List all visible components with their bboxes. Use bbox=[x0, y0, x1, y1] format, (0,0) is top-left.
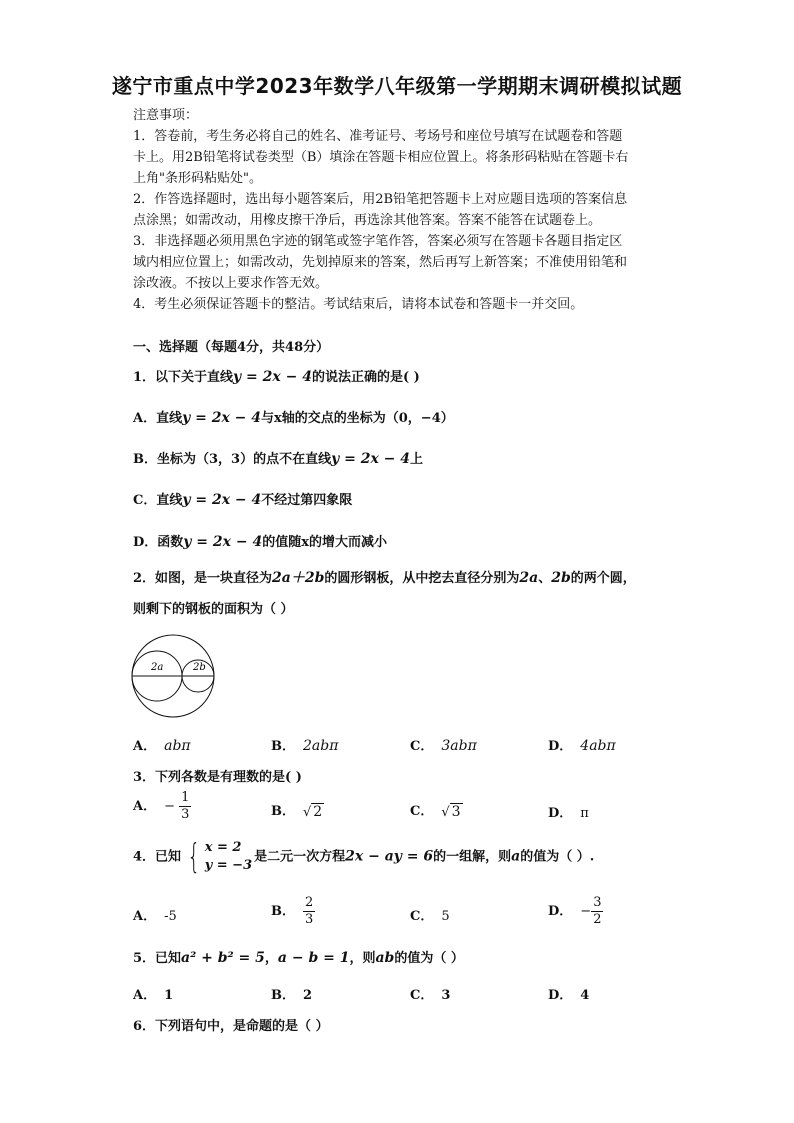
question-6-stem: 6．下列语句中，是命题的是（ ） bbox=[133, 1019, 329, 1034]
figure-label-a: 2a bbox=[151, 662, 164, 673]
fraction: $\frac{1}{3}$ bbox=[181, 790, 190, 822]
notice-line: 4．考生必须保证答题卡的整洁。考试结束后，请将本试卷和答题卡一并交回。 bbox=[133, 297, 584, 312]
question-5-option-b[interactable]: B． 2 bbox=[271, 988, 313, 1003]
question-4-stem: 4．已知 { x = 2 y = −3 是二元一次方程2x − ay = 6的一组解，则a的值为（ ）. bbox=[133, 837, 595, 877]
notice-line: 卡上。用2B铅笔将试卷类型（B）填涂在答题卡相应位置上。将条形码粘贴在答题卡右 bbox=[133, 150, 629, 165]
page-title: 遂宁市重点中学2023年数学八年级第一学期期末调研模拟试题 bbox=[111, 74, 683, 98]
figure-label-b: 2b bbox=[193, 662, 206, 673]
question-3-option-c[interactable]: C． √ 3 bbox=[410, 803, 461, 820]
question-3-stem: 3．下列各数是有理数的是( ) bbox=[133, 770, 302, 785]
question-5-option-c[interactable]: C． 3 bbox=[410, 988, 451, 1003]
question-4-option-d[interactable]: D． − $\frac{3}{2}$ bbox=[548, 895, 602, 927]
question-2-option-a[interactable]: A． abπ bbox=[133, 738, 191, 754]
notice-line: 3．非选择题必须用黑色字迹的钢笔或签字笔作答，答案必须写在答题卡各题目指定区 bbox=[133, 234, 623, 249]
question-2-option-d[interactable]: D． 4abπ bbox=[548, 738, 616, 754]
notice-line: 2．作答选择题时，选出每小题答案后，用2B铅笔把答题卡上对应题目选项的答案信息 bbox=[133, 192, 628, 207]
fraction: $\frac{3}{2}$ bbox=[593, 895, 602, 927]
fraction: $\frac{2}{3}$ bbox=[305, 895, 314, 927]
question-3-option-b[interactable]: B． √ 2 bbox=[271, 803, 323, 820]
sqrt-symbol: √ 3 bbox=[441, 803, 461, 820]
sqrt-symbol: √ 2 bbox=[303, 803, 323, 820]
question-2-stem-line2: 则剩下的钢板的面积为（ ） bbox=[133, 602, 294, 617]
question-5-stem: 5．已知a² + b² = 5，a − b = 1，则ab的值为（ ） bbox=[133, 950, 464, 966]
section-heading: 一、选择题（每题4分，共48分） bbox=[133, 340, 330, 355]
question-1-option-b[interactable]: B．坐标为（3，3）的点不在直线y = 2x − 4上 bbox=[133, 451, 424, 467]
question-5-option-d[interactable]: D． 4 bbox=[548, 988, 590, 1003]
question-5-option-a[interactable]: A． 1 bbox=[133, 988, 174, 1003]
notice-line: 1．答卷前，考生务必将自己的姓名、准考证号、考场号和座位号填写在试题卷和答题 bbox=[133, 129, 623, 144]
question-3-option-a[interactable]: A． − $\frac{1}{3}$ bbox=[133, 790, 190, 822]
notice-line: 域内相应位置上；如需改动，先划掉原来的答案，然后再写上新答案；不准使用铅笔和 bbox=[133, 255, 628, 270]
question-2-stem: 2．如图，是一块直径为2a＋2b的圆形钢板，从中挖去直径分别为2a、2b的两个圆， bbox=[133, 570, 636, 586]
notice-heading: 注意事项： bbox=[133, 108, 199, 123]
notice-line: 点涂黑；如需改动，用橡皮擦干净后，再选涂其他答案。答案不能答在试题卷上。 bbox=[133, 213, 602, 228]
notice-line: 上角"条形码粘贴处"。 bbox=[133, 171, 262, 186]
circle-figure bbox=[130, 632, 230, 722]
equation-system: { x = 2 y = −3 bbox=[187, 837, 253, 877]
notice-line: 涂改液。不按以上要求作答无效。 bbox=[133, 276, 329, 291]
question-1-option-a[interactable]: A．直线y = 2x − 4与x轴的交点的坐标为（0，−4） bbox=[133, 410, 454, 426]
question-4-option-a[interactable]: A． -5 bbox=[133, 909, 177, 924]
question-4-option-b[interactable]: B． $\frac{2}{3}$ bbox=[271, 895, 314, 927]
question-4-option-c[interactable]: C． 5 bbox=[410, 909, 450, 924]
question-3-option-d[interactable]: D． π bbox=[548, 806, 589, 821]
question-1-option-d[interactable]: D．函数y = 2x − 4的值随x的增大而减小 bbox=[133, 534, 387, 550]
question-1-stem: 1．以下关于直线y = 2x − 4的说法正确的是( ) bbox=[133, 369, 420, 385]
question-1-option-c[interactable]: C．直线y = 2x − 4不经过第四象限 bbox=[133, 492, 353, 508]
question-2-option-c[interactable]: C． 3abπ bbox=[410, 738, 477, 754]
question-2-option-b[interactable]: B． 2abπ bbox=[271, 738, 339, 754]
